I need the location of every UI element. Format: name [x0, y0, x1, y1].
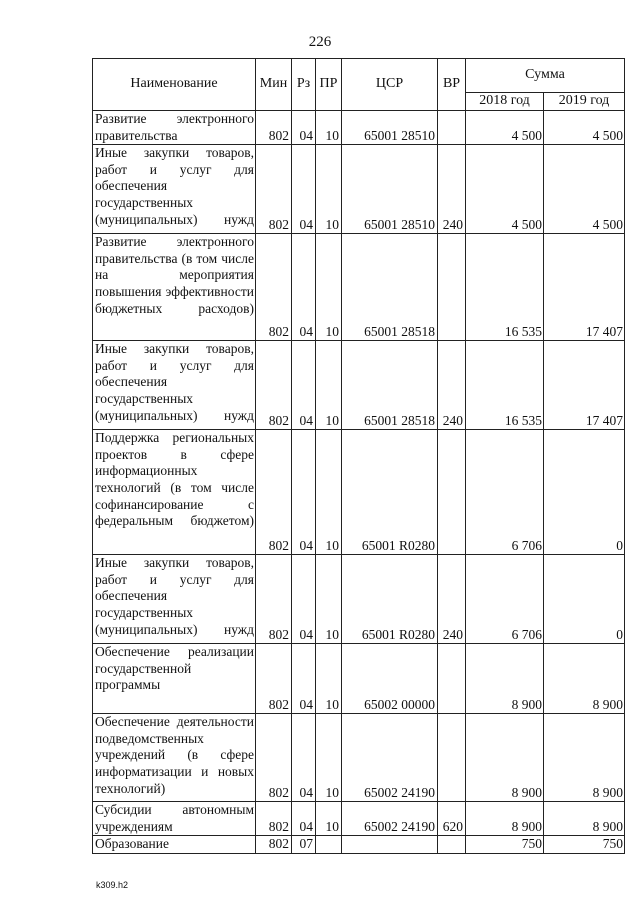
row-sum-2018: 4 500 [466, 111, 544, 145]
row-name: Субсидии автономным учреждениям [93, 802, 256, 836]
row-pr: 10 [316, 430, 342, 555]
row-min: 802 [256, 234, 292, 341]
budget-table [92, 58, 625, 854]
header-year-2019: 2019 год [544, 93, 625, 111]
row-min: 802 [256, 145, 292, 234]
row-sum-2019: 8 900 [544, 644, 625, 714]
row-min: 802 [256, 341, 292, 430]
row-sum-2019: 8 900 [544, 714, 625, 802]
row-rz: 04 [292, 341, 316, 430]
table-row [93, 644, 625, 714]
table-row [93, 145, 625, 234]
row-sum-2019: 4 500 [544, 111, 625, 145]
row-vr [438, 111, 466, 145]
row-sum-2018: 750 [466, 836, 544, 854]
row-pr [316, 836, 342, 854]
row-sum-2018: 4 500 [466, 145, 544, 234]
row-sum-2018: 16 535 [466, 341, 544, 430]
row-name: Иные закупки товаров, работ и услуг для обеспечения государственных (муниципальных) нужд [93, 341, 256, 430]
row-rz: 04 [292, 111, 316, 145]
row-name: Обеспечение реализации государственной программы [93, 644, 256, 714]
row-sum-2018: 8 900 [466, 644, 544, 714]
row-rz: 04 [292, 430, 316, 555]
row-min: 802 [256, 714, 292, 802]
row-rz: 04 [292, 644, 316, 714]
row-vr: 240 [438, 341, 466, 430]
row-vr: 240 [438, 145, 466, 234]
row-min: 802 [256, 555, 292, 644]
row-rz: 04 [292, 714, 316, 802]
row-pr: 10 [316, 145, 342, 234]
header-min: Мин [256, 59, 292, 111]
row-sum-2018: 8 900 [466, 802, 544, 836]
row-min: 802 [256, 836, 292, 854]
row-pr: 10 [316, 555, 342, 644]
table-row [93, 714, 625, 802]
row-csr: 65001 R0280 [342, 555, 438, 644]
row-rz: 04 [292, 802, 316, 836]
header-csr: ЦСР [342, 59, 438, 111]
row-pr: 10 [316, 234, 342, 341]
table-row [93, 234, 625, 341]
row-vr [438, 714, 466, 802]
footer-code: k309.h2 [96, 880, 129, 890]
row-sum-2018: 6 706 [466, 430, 544, 555]
row-name: Поддержка региональных проектов в сфере информационных технологий (в том числе софинансирование с федеральным бюджетом) [93, 430, 256, 555]
table-row [93, 555, 625, 644]
row-vr [438, 644, 466, 714]
row-csr: 65001 28510 [342, 145, 438, 234]
page-number: 226 [308, 34, 332, 50]
table-row [93, 111, 625, 145]
row-vr: 240 [438, 555, 466, 644]
row-sum-2019: 17 407 [544, 341, 625, 430]
table-row [93, 802, 625, 836]
header-sum: Сумма [466, 59, 625, 93]
row-rz: 04 [292, 145, 316, 234]
row-sum-2019: 17 407 [544, 234, 625, 341]
row-csr: 65001 28518 [342, 341, 438, 430]
row-pr: 10 [316, 341, 342, 430]
row-pr: 10 [316, 644, 342, 714]
table-row [93, 430, 625, 555]
row-csr: 65001 28518 [342, 234, 438, 341]
row-name: Образование [93, 836, 256, 854]
row-sum-2019: 0 [544, 430, 625, 555]
row-name: Иные закупки товаров, работ и услуг для обеспечения государственных (муниципальных) нужд [93, 145, 256, 234]
row-min: 802 [256, 430, 292, 555]
row-vr [438, 234, 466, 341]
row-name: Иные закупки товаров, работ и услуг для обеспечения государственных (муниципальных) нужд [93, 555, 256, 644]
table-row [93, 836, 625, 854]
row-pr: 10 [316, 802, 342, 836]
row-csr: 65002 00000 [342, 644, 438, 714]
row-name: Развитие электронного правительства (в том числе на мероприятия повышения эффективности бюджетных расходов) [93, 234, 256, 341]
row-csr: 65001 28510 [342, 111, 438, 145]
row-sum-2018: 6 706 [466, 555, 544, 644]
row-name: Развитие электронного правительства [93, 111, 256, 145]
row-pr: 10 [316, 111, 342, 145]
header-vr: ВР [438, 59, 466, 111]
row-min: 802 [256, 802, 292, 836]
row-pr: 10 [316, 714, 342, 802]
row-csr: 65002 24190 [342, 802, 438, 836]
row-sum-2019: 4 500 [544, 145, 625, 234]
row-rz: 04 [292, 555, 316, 644]
row-min: 802 [256, 644, 292, 714]
row-vr [438, 836, 466, 854]
row-vr [438, 430, 466, 555]
row-sum-2019: 0 [544, 555, 625, 644]
row-sum-2018: 8 900 [466, 714, 544, 802]
row-name: Обеспечение деятельности подведомственных учреждений (в сфере информатизации и новых технологий) [93, 714, 256, 802]
row-rz: 07 [292, 836, 316, 854]
table-row [93, 341, 625, 430]
row-sum-2019: 8 900 [544, 802, 625, 836]
header-rz: Рз [292, 59, 316, 111]
row-csr: 65002 24190 [342, 714, 438, 802]
header-year-2018: 2018 год [466, 93, 544, 111]
header-name: Наименование [93, 59, 256, 111]
row-vr: 620 [438, 802, 466, 836]
row-sum-2019: 750 [544, 836, 625, 854]
row-csr: 65001 R0280 [342, 430, 438, 555]
row-sum-2018: 16 535 [466, 234, 544, 341]
row-min: 802 [256, 111, 292, 145]
header-pr: ПР [316, 59, 342, 111]
row-rz: 04 [292, 234, 316, 341]
row-csr [342, 836, 438, 854]
